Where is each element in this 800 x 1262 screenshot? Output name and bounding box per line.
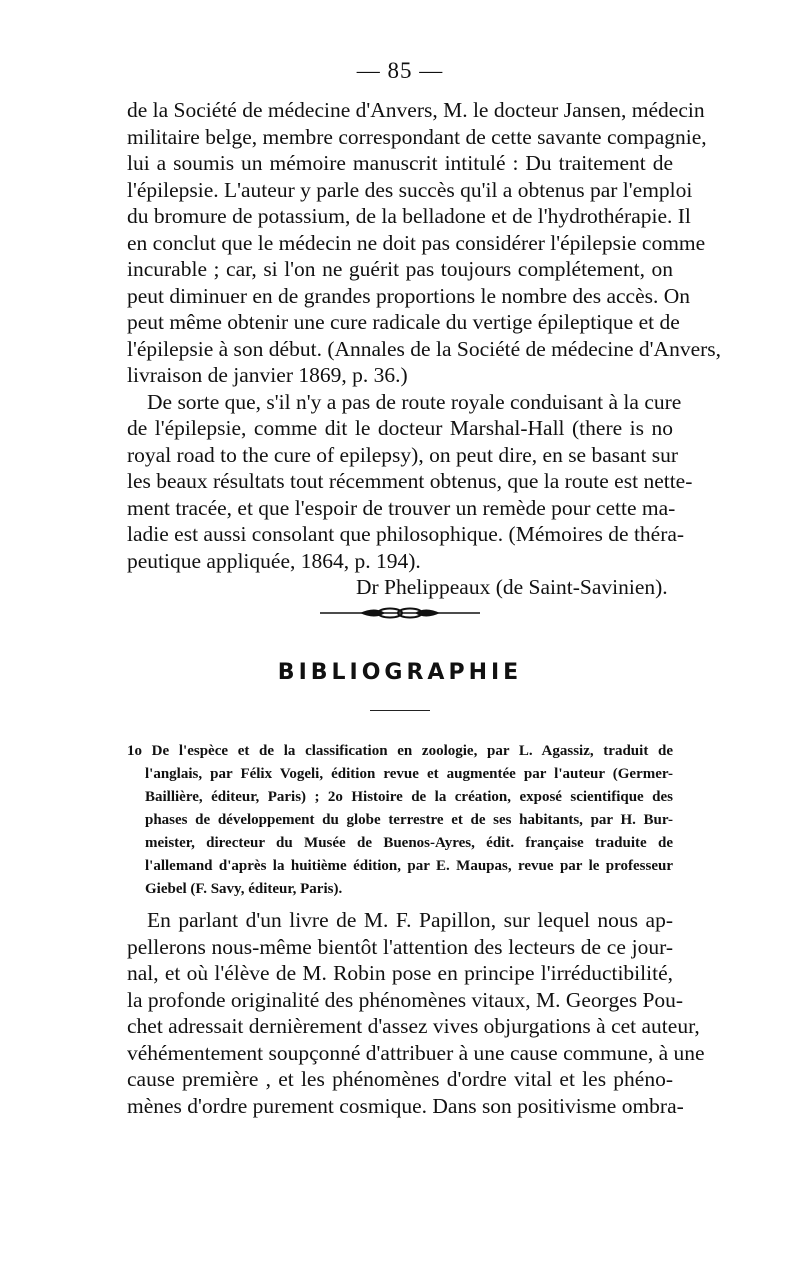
text-line: ment tracée, et que l'espoir de trouver un remède pour cette ma-: [127, 496, 676, 520]
text-line: peut même obtenir une cure radicale du vertige épileptique et de: [127, 310, 680, 334]
text-line: en conclut que le médecin ne doit pas considérer l'épilepsie comme: [127, 231, 706, 255]
text-line: peutique appliquée, 1864, p. 194).: [127, 549, 421, 573]
text-line: royal road to the cure of epilepsy), on peut dire, en se basant sur: [127, 443, 679, 467]
text-line: peut diminuer en de grandes proportions le nombre des accès. On: [127, 284, 691, 308]
biblio-line: l'allemand d'après la huitième édition, par E. Maupas, revue par le professeur: [145, 858, 673, 874]
biblio-line: l'anglais, par Félix Vogeli, édition revue et augmentée par l'auteur (Germer-: [145, 766, 673, 782]
text-line: l'épilepsie à son début. (Annales de la Société de médecine d'Anvers,: [127, 337, 722, 361]
biblio-line: Giebel (F. Savy, éditeur, Paris).: [145, 881, 343, 897]
biblio-line: phases de développement du globe terrestre et de ses habitants, par H. Bur-: [145, 812, 673, 828]
text-line: chet adressait dernièrement d'assez vives objurgations à cet auteur,: [127, 1014, 700, 1038]
ornament-divider: [320, 603, 480, 623]
text-line: livraison de janvier 1869, p. 36.): [127, 363, 408, 387]
text-line: l'épilepsie. L'auteur y parle des succès qu'il a obtenus par l'emploi: [127, 178, 693, 202]
section-heading: BIBLIOGRAPHIE: [277, 660, 523, 685]
biblio-line: Baillière, éditeur, Paris) ; 2o Histoire de la création, exposé scientifique des: [145, 789, 673, 805]
text-line: En parlant d'un livre de M. F. Papillon, sur lequel nous ap-: [147, 908, 673, 932]
page-number: — 85 —: [356, 58, 444, 83]
biblio-line: meister, directeur du Musée de Buenos-Ayres, édit. française traduite de: [145, 835, 673, 851]
text-line: lui a soumis un mémoire manuscrit intitulé : Du traitement de: [127, 151, 673, 175]
text-line: nal, et où l'élève de M. Robin pose en principe l'irréductibilité,: [127, 961, 673, 985]
text-line: du bromure de potassium, de la belladone et de l'hydrothérapie. Il: [127, 204, 691, 228]
text-line: incurable ; car, si l'on ne guérit pas toujours complétement, on: [127, 257, 673, 281]
text-line: les beaux résultats tout récemment obtenus, que la route est nette-: [127, 469, 693, 493]
text-line: De sorte que, s'il n'y a pas de route royale conduisant à la cure: [147, 390, 682, 414]
biblio-line: 1o De l'espèce et de la classification en zoologie, par L. Agassiz, traduit de: [127, 743, 673, 759]
text-line: mènes d'ordre purement cosmique. Dans son positivisme ombra-: [127, 1094, 684, 1118]
text-line: de l'épilepsie, comme dit le docteur Marshal-Hall (there is no: [127, 416, 673, 440]
signature: Dr Phelippeaux (de Saint-Savinien).: [356, 575, 668, 599]
text-line: militaire belge, membre correspondant de cette savante compagnie,: [127, 125, 707, 149]
text-line: cause première , et les phénomènes d'ordre vital et les phéno-: [127, 1067, 673, 1091]
heading-rule: [370, 710, 430, 711]
text-line: la profonde originalité des phénomènes vitaux, M. Georges Pou-: [127, 988, 684, 1012]
text-line: pellerons nous-même bientôt l'attention des lecteurs de ce jour-: [127, 935, 673, 959]
text-line: de la Société de médecine d'Anvers, M. le docteur Jansen, médecin: [127, 98, 705, 122]
text-line: véhémentement soupçonné d'attribuer à une cause commune, à une: [127, 1041, 705, 1065]
text-line: ladie est aussi consolant que philosophique. (Mémoires de théra-: [127, 522, 685, 546]
